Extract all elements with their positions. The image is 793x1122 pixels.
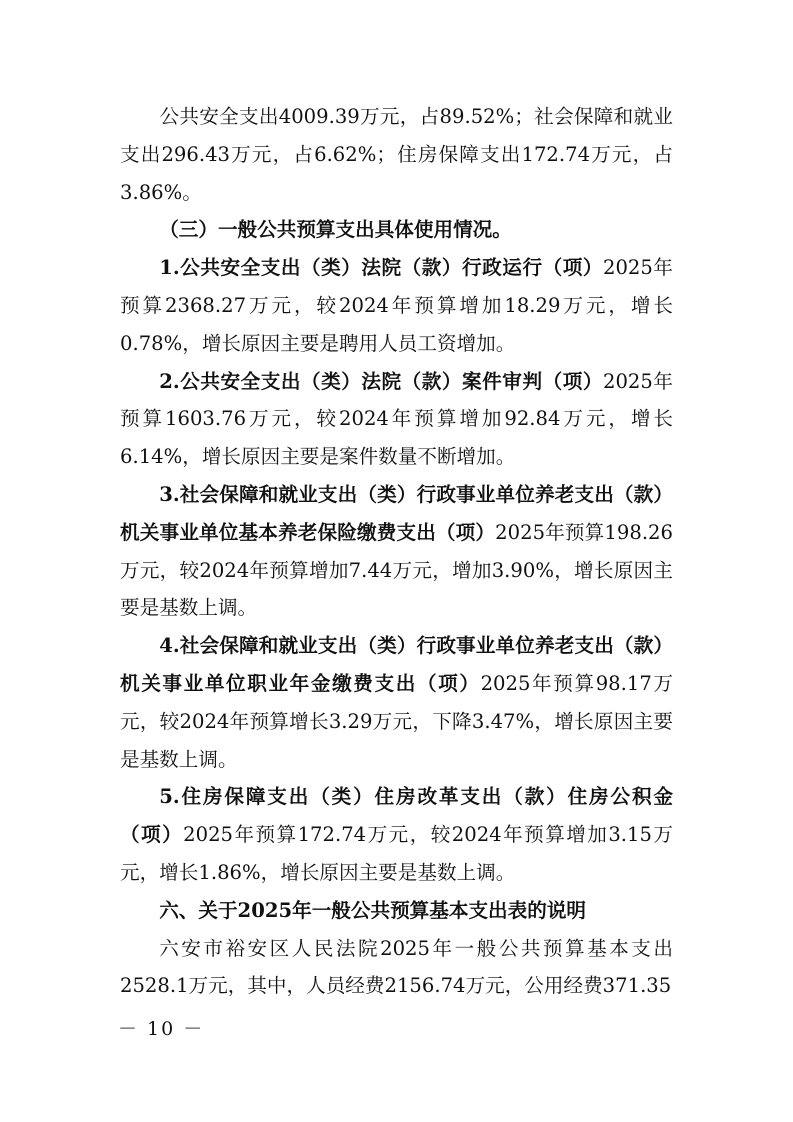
item-4-title: 4.社会保障和就业支出（类）行政事业单位养老支出（款）机关事业单位职业年金缴费支出（项） <box>120 634 673 695</box>
paragraph-expenditure-shares: 公共安全支出4009.39万元，占89.52%；社会保障和就业支出296.43万元，占6.62%；住房保障支出172.74万元，占3.86%。 <box>120 105 673 204</box>
section-heading-six: 六、关于2025年一般公共预算基本支出表的说明 <box>159 898 587 922</box>
item-2-text: 2025年预算1603.76万元，较2024年预算增加92.84万元，增长6.14%，增长原因主要是案件数量不断增加。 <box>120 369 673 469</box>
item-1-paragraph <box>120 249 673 362</box>
item-4-text: 2025年预算98.17万元，较2024年预算增长3.29万元，下降3.47%，增长原因主要是基数上调。 <box>120 671 673 771</box>
paragraph-basic-expenditure: 六安市裕安区人民法院2025年一般公共预算基本支出2528.1万元，其中，人员经费2156.74万元，公用经费371.35 <box>120 936 673 998</box>
item-3-title: 3.社会保障和就业支出（类）行政事业单位养老支出（款）机关事业单位基本养老保险缴费支出（项） <box>120 482 673 544</box>
subheading-specific-usage: （三）一般公共预算支出具体使用情况。 <box>159 218 512 242</box>
item-3-paragraph <box>120 476 673 627</box>
item-4-paragraph <box>120 627 673 778</box>
item-5-text: 2025年预算172.74万元，较2024年预算增加3.15万元，增长1.86%，增长原因主要是基数上调。 <box>120 823 673 884</box>
item-1-text: 2025年预算2368.27万元，较2024年预算增加18.29万元，增长0.78%，增长原因主要是聘用人员工资增加。 <box>120 256 673 355</box>
item-2-title: 2.公共安全支出（类）法院（款）案件审判（项） <box>159 369 603 393</box>
item-1-title: 1.公共安全支出（类）法院（款）行政运行（项） <box>159 256 603 280</box>
item-2-paragraph <box>120 363 673 476</box>
document-body <box>120 98 673 1005</box>
item-3-text: 2025年预算198.26万元，较2024年预算增加7.44万元，增加3.90%，增长原因主要是基数上调。 <box>120 520 673 620</box>
item-5-paragraph <box>120 778 673 891</box>
page-number: － 10 － <box>118 1018 205 1040</box>
item-5-title: 5.住房保障支出（类）住房改革支出（款）住房公积金（项） <box>120 785 673 847</box>
